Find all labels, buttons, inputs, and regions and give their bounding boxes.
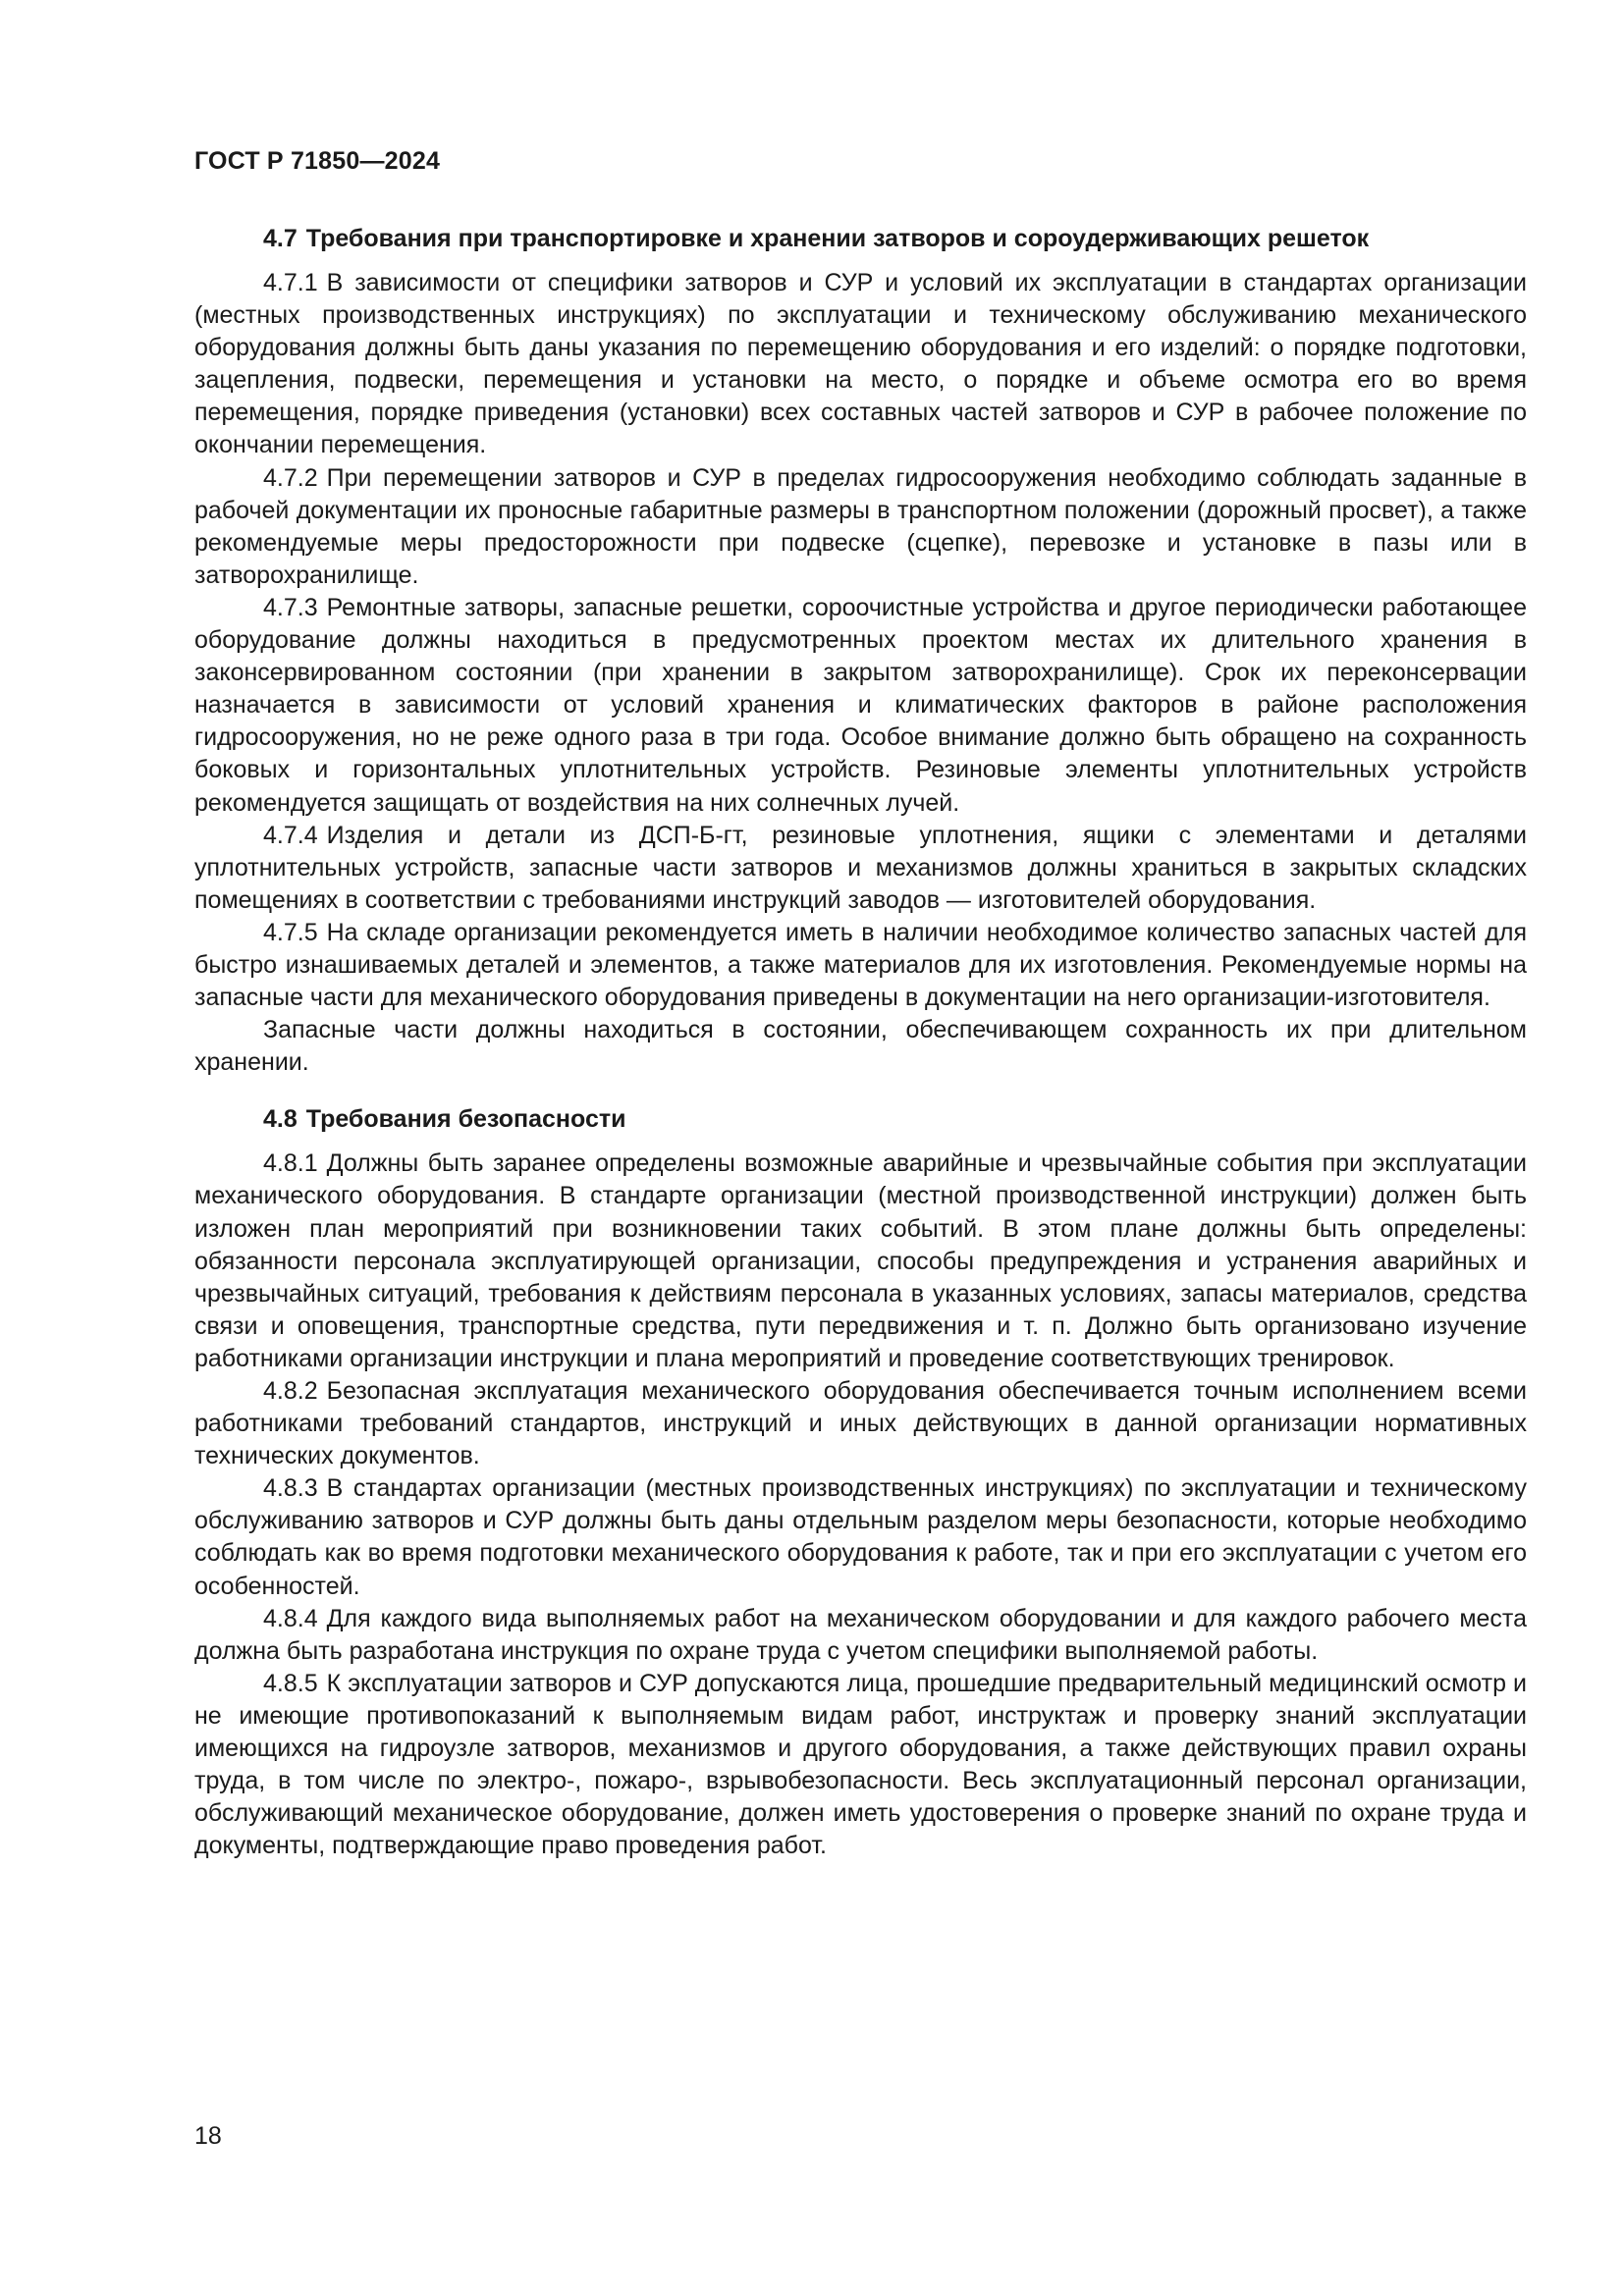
paragraph-text: Ремонтные затворы, запасные решетки, сороочистные устройства и другое периодически работающее оборудование должны находиться в предусмотренных проектом местах их длительного хранения в законсервированном состоянии (при хранении в закрытом затворохранилище). Срок их переконсервации назначается в зависимости от условий хранения и климатических факторов в районе расположения гидросооружения, но не реже одного раза в три года. Особое внимание должно быть обращено на сохранность боковых и горизонтальных уплотнительных устройств. Резиновые элементы уплотнительных устройств рекомендуется защищать от воздействия на них солнечных лучей. — [194, 593, 1527, 817]
section-number: 4.8 — [263, 1105, 298, 1134]
paragraph-text: На складе организации рекомендуется иметь в наличии необходимое количество запасных частей для быстро изнашиваемых деталей и элементов, а также материалов для их изготовления. Рекомендуемые нормы на запасные части для механического оборудования приведены в документации на него организации-изготовителя. — [194, 918, 1527, 1012]
paragraph-number: 4.8.3 — [263, 1474, 318, 1503]
paragraph-4-7-5 — [194, 917, 1527, 1014]
paragraph-4-7-3 — [194, 592, 1527, 820]
paragraph-4-8-1 — [194, 1148, 1527, 1375]
section-title-text: Требования при транспортировке и хранении затворов и сороудерживающих решеток — [305, 225, 1370, 252]
paragraph-number: 4.8.2 — [263, 1377, 318, 1405]
paragraph-4-7-4 — [194, 820, 1527, 917]
paragraph-4-8-5 — [194, 1668, 1527, 1863]
paragraph-number: 4.8.4 — [263, 1604, 318, 1632]
paragraph-number: 4.8.5 — [263, 1669, 318, 1697]
section-title-4-7 — [194, 222, 1527, 255]
paragraph-number: 4.7.2 — [263, 463, 318, 492]
paragraph-number: 4.7.4 — [263, 821, 318, 849]
paragraph-text: В стандартах организации (местных производственных инструкциях) по эксплуатации и техническому обслуживанию затворов и СУР должны быть даны отдельным разделом меры безопасности, которые необходимо соблюдать как во время подготовки механического оборудования к работе, так и при его эксплуатации с учетом его особенностей. — [194, 1474, 1527, 1600]
paragraph-text: К эксплуатации затворов и СУР допускаются лица, прошедшие предварительный медицинский осмотр и не имеющие противопоказаний к выполняемым видам работ, инструктаж и проверку знаний эксплуатации имеющихся на гидроузле затворов, механизмов и другого оборудования, а также действующих правил охраны труда, в том числе по электро-, пожаро-, взрывобезопасности. Весь эксплуатационный персонал организации, обслуживающий механическое оборудование, должен иметь удостоверения о проверке знаний по охране труда и документы, подтверждающие право проведения работ. — [194, 1669, 1527, 1860]
paragraph-text: Запасные части должны находиться в состоянии, обеспечивающем сохранность их при длительном хранении. — [194, 1016, 1527, 1077]
paragraph-text: Должны быть заранее определены возможные аварийные и чрезвычайные события при эксплуатации механического оборудования. В стандарте организации (местной производственной инструкции) должен быть изложен план мероприятий при возникновении таких событий. В этом плане должны быть определены: обязанности персонала эксплуатирующей организации, способы предупреждения и устранения аварийных и чрезвычайных ситуаций, требования к действиям персонала в указанных условиях, запасы материалов, средства связи и оповещения, транспортные средства, пути передвижения и т. п. Должно быть организовано изучение работниками организации инструкции и плана мероприятий и проведение соответствующих тренировок. — [194, 1149, 1527, 1372]
paragraph-4-8-3 — [194, 1472, 1527, 1602]
section-title-text: Требования безопасности — [305, 1105, 626, 1134]
paragraph-4-7-1 — [194, 267, 1527, 462]
paragraph-number: 4.7.1 — [263, 269, 318, 296]
paragraph-4-7-2 — [194, 462, 1527, 592]
paragraph-text: При перемещении затворов и СУР в пределах гидросооружения необходимо соблюдать заданные в рабочей документации их проносные габаритные размеры в транспортном положении (дорожный просвет), а также рекомендуемые меры предосторожности при подвеске (сцепке), перевозке и установке в пазы или в затворохранилище. — [194, 463, 1527, 589]
paragraph-number: 4.8.1 — [263, 1149, 318, 1178]
paragraph-4-8-2 — [194, 1375, 1527, 1472]
paragraph-number: 4.7.5 — [263, 918, 318, 946]
paragraph-text: Для каждого вида выполняемых работ на механическом оборудовании и для каждого рабочего места должна быть разработана инструкция по охране труда с учетом специфики выполняемой работы. — [194, 1604, 1527, 1665]
paragraph-text: Безопасная эксплуатация механического оборудования обеспечивается точным исполнением всеми работниками требований стандартов, инструкций и иных действующих в данной организации нормативных технических документов. — [194, 1377, 1527, 1470]
section-title-4-8 — [194, 1102, 1527, 1136]
page-number: 18 — [194, 2122, 222, 2150]
paragraph-text: В зависимости от специфики затворов и СУР и условий их эксплуатации в стандартах организации (местных производственных инструкциях) по эксплуатации и техническому обслуживанию механического оборудования должны быть даны указания по перемещению оборудования и его изделий: о порядке подготовки, зацепления, подвески, перемещения и установки на место, о порядке и объеме осмотра его во время перемещения, порядке приведения (установки) всех составных частей затворов и СУР в рабочее положение по окончании перемещения. — [194, 269, 1527, 459]
paragraph-number: 4.7.3 — [263, 593, 318, 621]
document-body — [194, 222, 1527, 1862]
document-header: ГОСТ Р 71850—2024 — [194, 147, 441, 175]
paragraph-text: Изделия и детали из ДСП-Б-гт, резиновые уплотнения, ящики с элементами и деталями уплотнительных устройств, запасные части затворов и механизмов должны храниться в закрытых складских помещениях в соответствии с требованиями инструкций заводов — изготовителей оборудования. — [194, 821, 1527, 914]
paragraph-4-8-4 — [194, 1603, 1527, 1668]
section-number: 4.7 — [263, 225, 298, 252]
paragraph-4-7-5-continued — [194, 1014, 1527, 1079]
